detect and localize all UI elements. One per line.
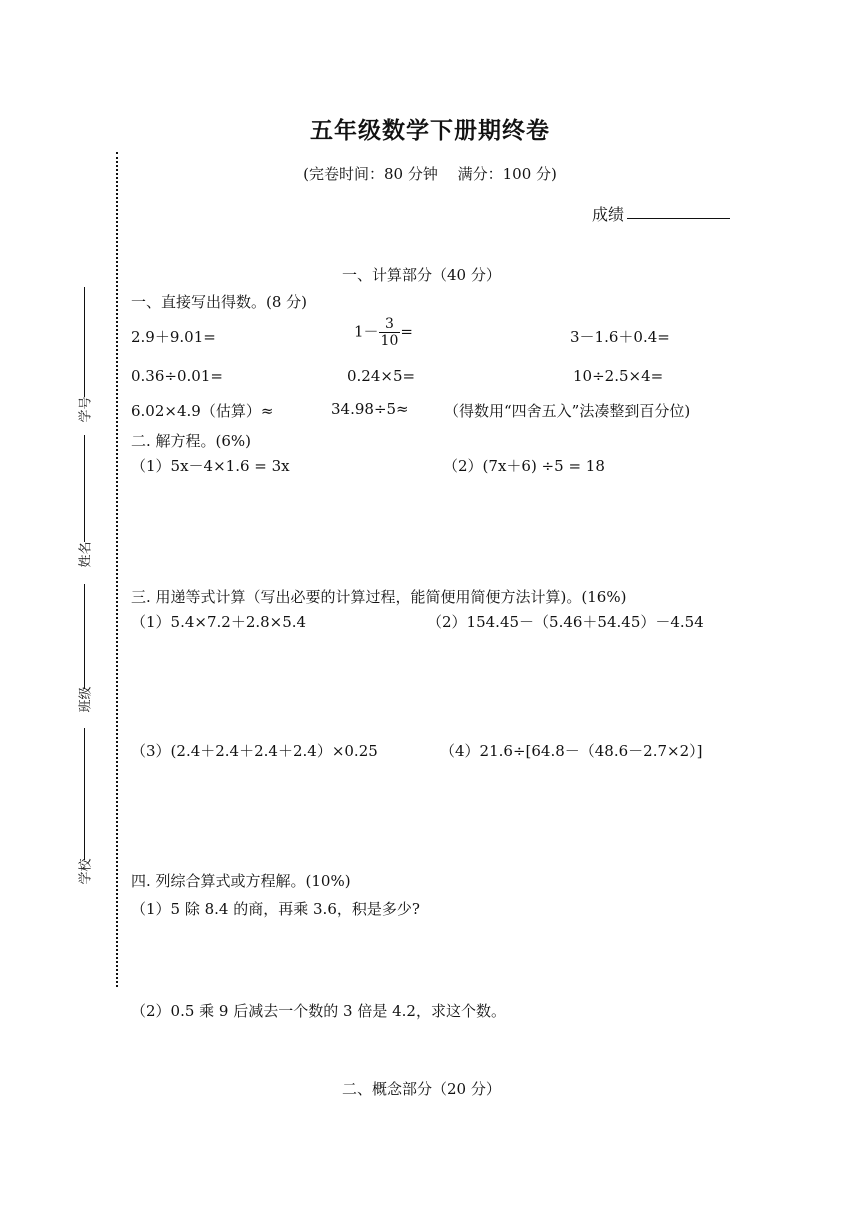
score-blank[interactable] [627,218,730,219]
school-label: 学校 [78,858,94,885]
q1-item-2-suffix: = [400,322,413,341]
q1-item-1: 2.9＋9.01= [131,328,216,346]
q2-item-1: （1）5x－4×1.6 = 3x [131,457,290,475]
fraction-denominator: 10 [380,333,399,349]
q1-item-7: 6.02×4.9（估算）≈ [131,402,274,420]
student-no-label: 学号 [78,396,94,423]
q1-item-4: 0.36÷0.01= [131,367,223,385]
q4-item-2: （2）0.5 乘 9 后减去一个数的 3 倍是 4.2，求这个数。 [131,1002,506,1020]
q3-item-2: （2）154.45－（5.46＋54.45）－4.54 [427,613,704,631]
q3-item-3: （3）(2.4＋2.4＋2.4＋2.4）×0.25 [131,742,378,760]
q4-item-1: （1）5 除 8.4 的商，再乘 3.6，积是多少? [131,900,420,918]
q2-heading: 二. 解方程。(6%) [131,432,252,450]
class-label: 班级 [78,686,94,713]
q3-heading: 三. 用递等式计算（写出必要的计算过程，能简便用简便方法计算)。(16%) [131,588,627,606]
student-no-blank[interactable] [84,287,85,397]
q1-item-8: 34.98÷5≈ [331,400,409,418]
name-blank[interactable] [84,435,85,542]
q1-note: （得数用“四舍五入”法凑整到百分位) [444,402,691,420]
q3-item-1: （1）5.4×7.2＋2.8×5.4 [131,613,307,631]
name-label: 姓名 [78,541,94,568]
fraction [379,316,401,349]
q1-item-2-prefix: 1－ [354,322,379,341]
part1-heading: 一、计算部分（40 分） [342,266,501,284]
exam-info: (完卷时间：80 分钟 满分：100 分) [303,165,557,183]
fraction-numerator: 3 [379,316,401,333]
part2-heading: 二、概念部分（20 分） [342,1080,501,1098]
q1-item-5: 0.24×5= [347,367,416,385]
q1-item-2 [354,316,413,349]
class-blank[interactable] [84,584,85,689]
q1-item-6: 10÷2.5×4= [573,367,664,385]
q1-heading: 一、直接写出得数。(8 分) [131,293,308,311]
page-title: 五年级数学下册期终卷 [310,117,550,144]
q2-item-2: （2）(7x＋6) ÷5 = 18 [443,457,605,475]
q1-item-3: 3－1.6＋0.4= [570,328,670,346]
score-label: 成绩 [592,205,625,224]
q4-heading: 四. 列综合算式或方程解。(10%) [131,872,351,890]
binding-dotted-line [116,152,118,987]
q3-item-4: （4）21.6÷[64.8－（48.6－2.7×2）] [440,742,703,760]
school-blank[interactable] [84,728,85,860]
